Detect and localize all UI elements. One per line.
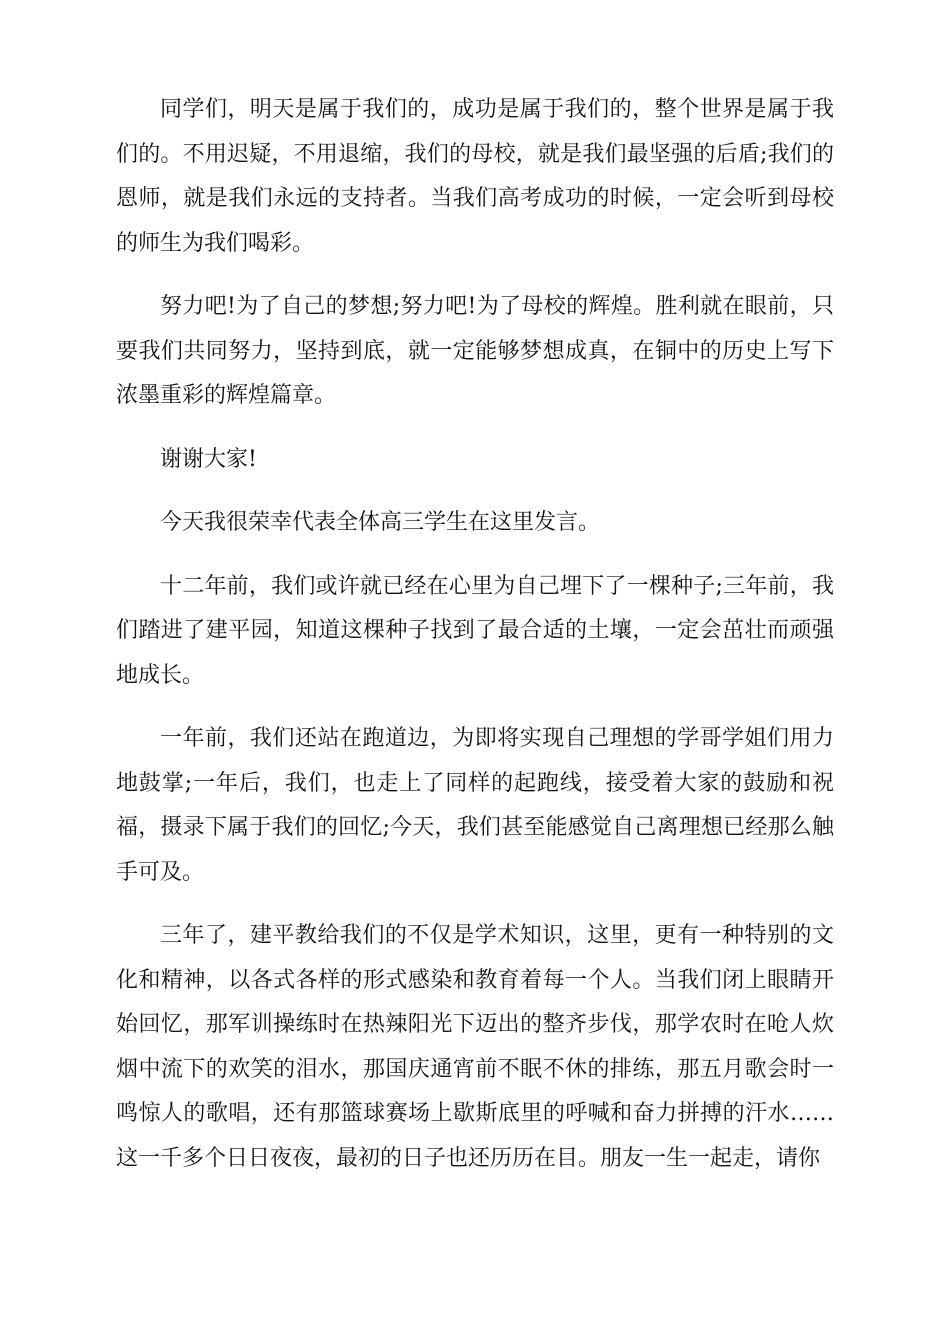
document-body bbox=[116, 88, 834, 1200]
paragraph-2: 努力吧!为了自己的梦想;努力吧!为了母校的辉煌。胜利就在眼前，只要我们共同努力，坚持到底，就一定能够梦想成真，在铜中的历史上写下浓墨重彩的辉煌篇章。 bbox=[116, 294, 834, 408]
paragraph-4: 今天我很荣幸代表全体高三学生在这里发言。 bbox=[160, 510, 601, 535]
paragraph-5: 十二年前，我们或许就已经在心里为自己埋下了一棵种子;三年前，我们踏进了建平园，知道这棵种子找到了最合适的土壤，一定会茁壮而顽强地成长。 bbox=[116, 573, 834, 688]
paragraph-7: 三年了，建平教给我们的不仅是学术知识，这里，更有一种特别的文化和精神，以各式各样的形式感染和教育着每一个人。当我们闭上眼睛开始回忆，那军训操练时在热辣阳光下迈出的整齐步伐，那学农时在呛人炊烟中流下的欢笑的泪水，那国庆通宵前不眠不休的排练，那五月歌会时一鸣惊人的歌唱，还有那篮球赛场上歇斯底里的呼喊和奋力拼搏的汗水……这一千多个日日夜夜，最初的日子也还历历在目。朋友一生一起走，请你 bbox=[116, 923, 834, 1171]
paragraph-3: 谢谢大家! bbox=[160, 446, 257, 472]
paragraph-1: 同学们，明天是属于我们的，成功是属于我们的，整个世界是属于我们的。不用迟疑，不用退缩，我们的母校，就是我们最坚强的后盾;我们的恩师，就是我们永远的支持者。当我们高考成功的时候，一定会听到母校的师生为我们喝彩。 bbox=[116, 97, 834, 256]
paragraph-6: 一年前，我们还站在跑道边，为即将实现自己理想的学哥学姐们用力地鼓掌;一年后，我们，也走上了同样的起跑线，接受着大家的鼓励和祝福，摄录下属于我们的回忆;今天，我们甚至能感觉自己离理想已经那么触手可及。 bbox=[116, 726, 834, 885]
